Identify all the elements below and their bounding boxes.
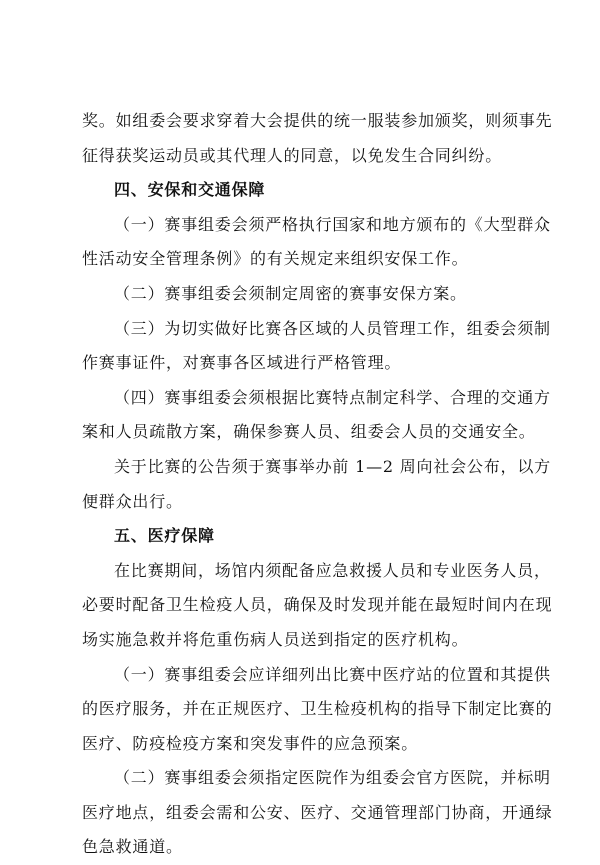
paragraph-line: 征得获奖运动员或其代理人的同意，以免发生合同纠纷。 <box>82 145 503 165</box>
paragraph-line: （三）为切实做好比赛各区域的人员管理工作，组委会须制 <box>114 318 551 338</box>
paragraph-line: （二）赛事组委会须制定周密的赛事安保方案。 <box>114 283 467 303</box>
paragraph-award-clothing <box>82 104 553 173</box>
paragraph-line: 场实施急救并将危重伤病人员送到指定的医疗机构。 <box>82 629 469 649</box>
paragraph-line: （一）赛事组委会应详细列出比赛中医疗站的位置和其提供 <box>114 664 551 684</box>
document-body <box>82 104 553 865</box>
section-heading-security-traffic <box>82 173 518 208</box>
heading-text: 四、安保和交通保障 <box>114 180 266 200</box>
paragraph-line: 医疗地点，组委会需和公安、医疗、交通管理部门协商，开通绿 <box>82 802 553 822</box>
paragraph-announcement <box>82 450 551 519</box>
paragraph-security-3 <box>82 312 551 381</box>
paragraph-line: （二）赛事组委会须指定医院作为组委会官方医院，并标明 <box>114 768 551 788</box>
paragraph-line: （四）赛事组委会须根据比赛特点制定科学、合理的交通方 <box>114 387 551 407</box>
paragraph-line: 医疗、防疫检疫方案和突发事件的应急预案。 <box>82 733 419 753</box>
paragraph-medical-intro <box>82 554 553 658</box>
paragraph-medical-2 <box>82 761 553 865</box>
heading-text: 五、医疗保障 <box>114 526 215 546</box>
paragraph-line: （一）赛事组委会须严格执行国家和地方颁布的《大型群众 <box>114 214 551 234</box>
paragraph-security-2 <box>82 277 518 312</box>
paragraph-line: 的医疗服务，并在正规医疗、卫生检疫机构的指导下制定比赛的 <box>82 699 553 719</box>
paragraph-security-1 <box>82 208 551 277</box>
paragraph-medical-1 <box>82 658 553 762</box>
paragraph-line: 在比赛期间，场馆内须配备应急救援人员和专业医务人员， <box>114 560 551 580</box>
paragraph-line: 色急救通道。 <box>82 837 183 857</box>
paragraph-line: 便群众出行。 <box>82 491 183 511</box>
section-heading-medical <box>82 519 518 554</box>
paragraph-line: 必要时配备卫生检疫人员，确保及时发现并能在最短时间内在现 <box>82 595 553 615</box>
paragraph-security-4 <box>82 381 551 450</box>
paragraph-line: 作赛事证件，对赛事各区域进行严格管理。 <box>82 353 402 373</box>
paragraph-line: 奖。如组委会要求穿着大会提供的统一服装参加颁奖，则须事先 <box>82 111 553 130</box>
paragraph-line: 性活动安全管理条例》的有关规定来组织安保工作。 <box>82 249 469 269</box>
paragraph-line: 关于比赛的公告须于赛事举办前 1—2 周向社会公布，以方 <box>114 456 551 476</box>
paragraph-line: 案和人员疏散方案，确保参赛人员、组委会人员的交通安全。 <box>82 422 536 442</box>
